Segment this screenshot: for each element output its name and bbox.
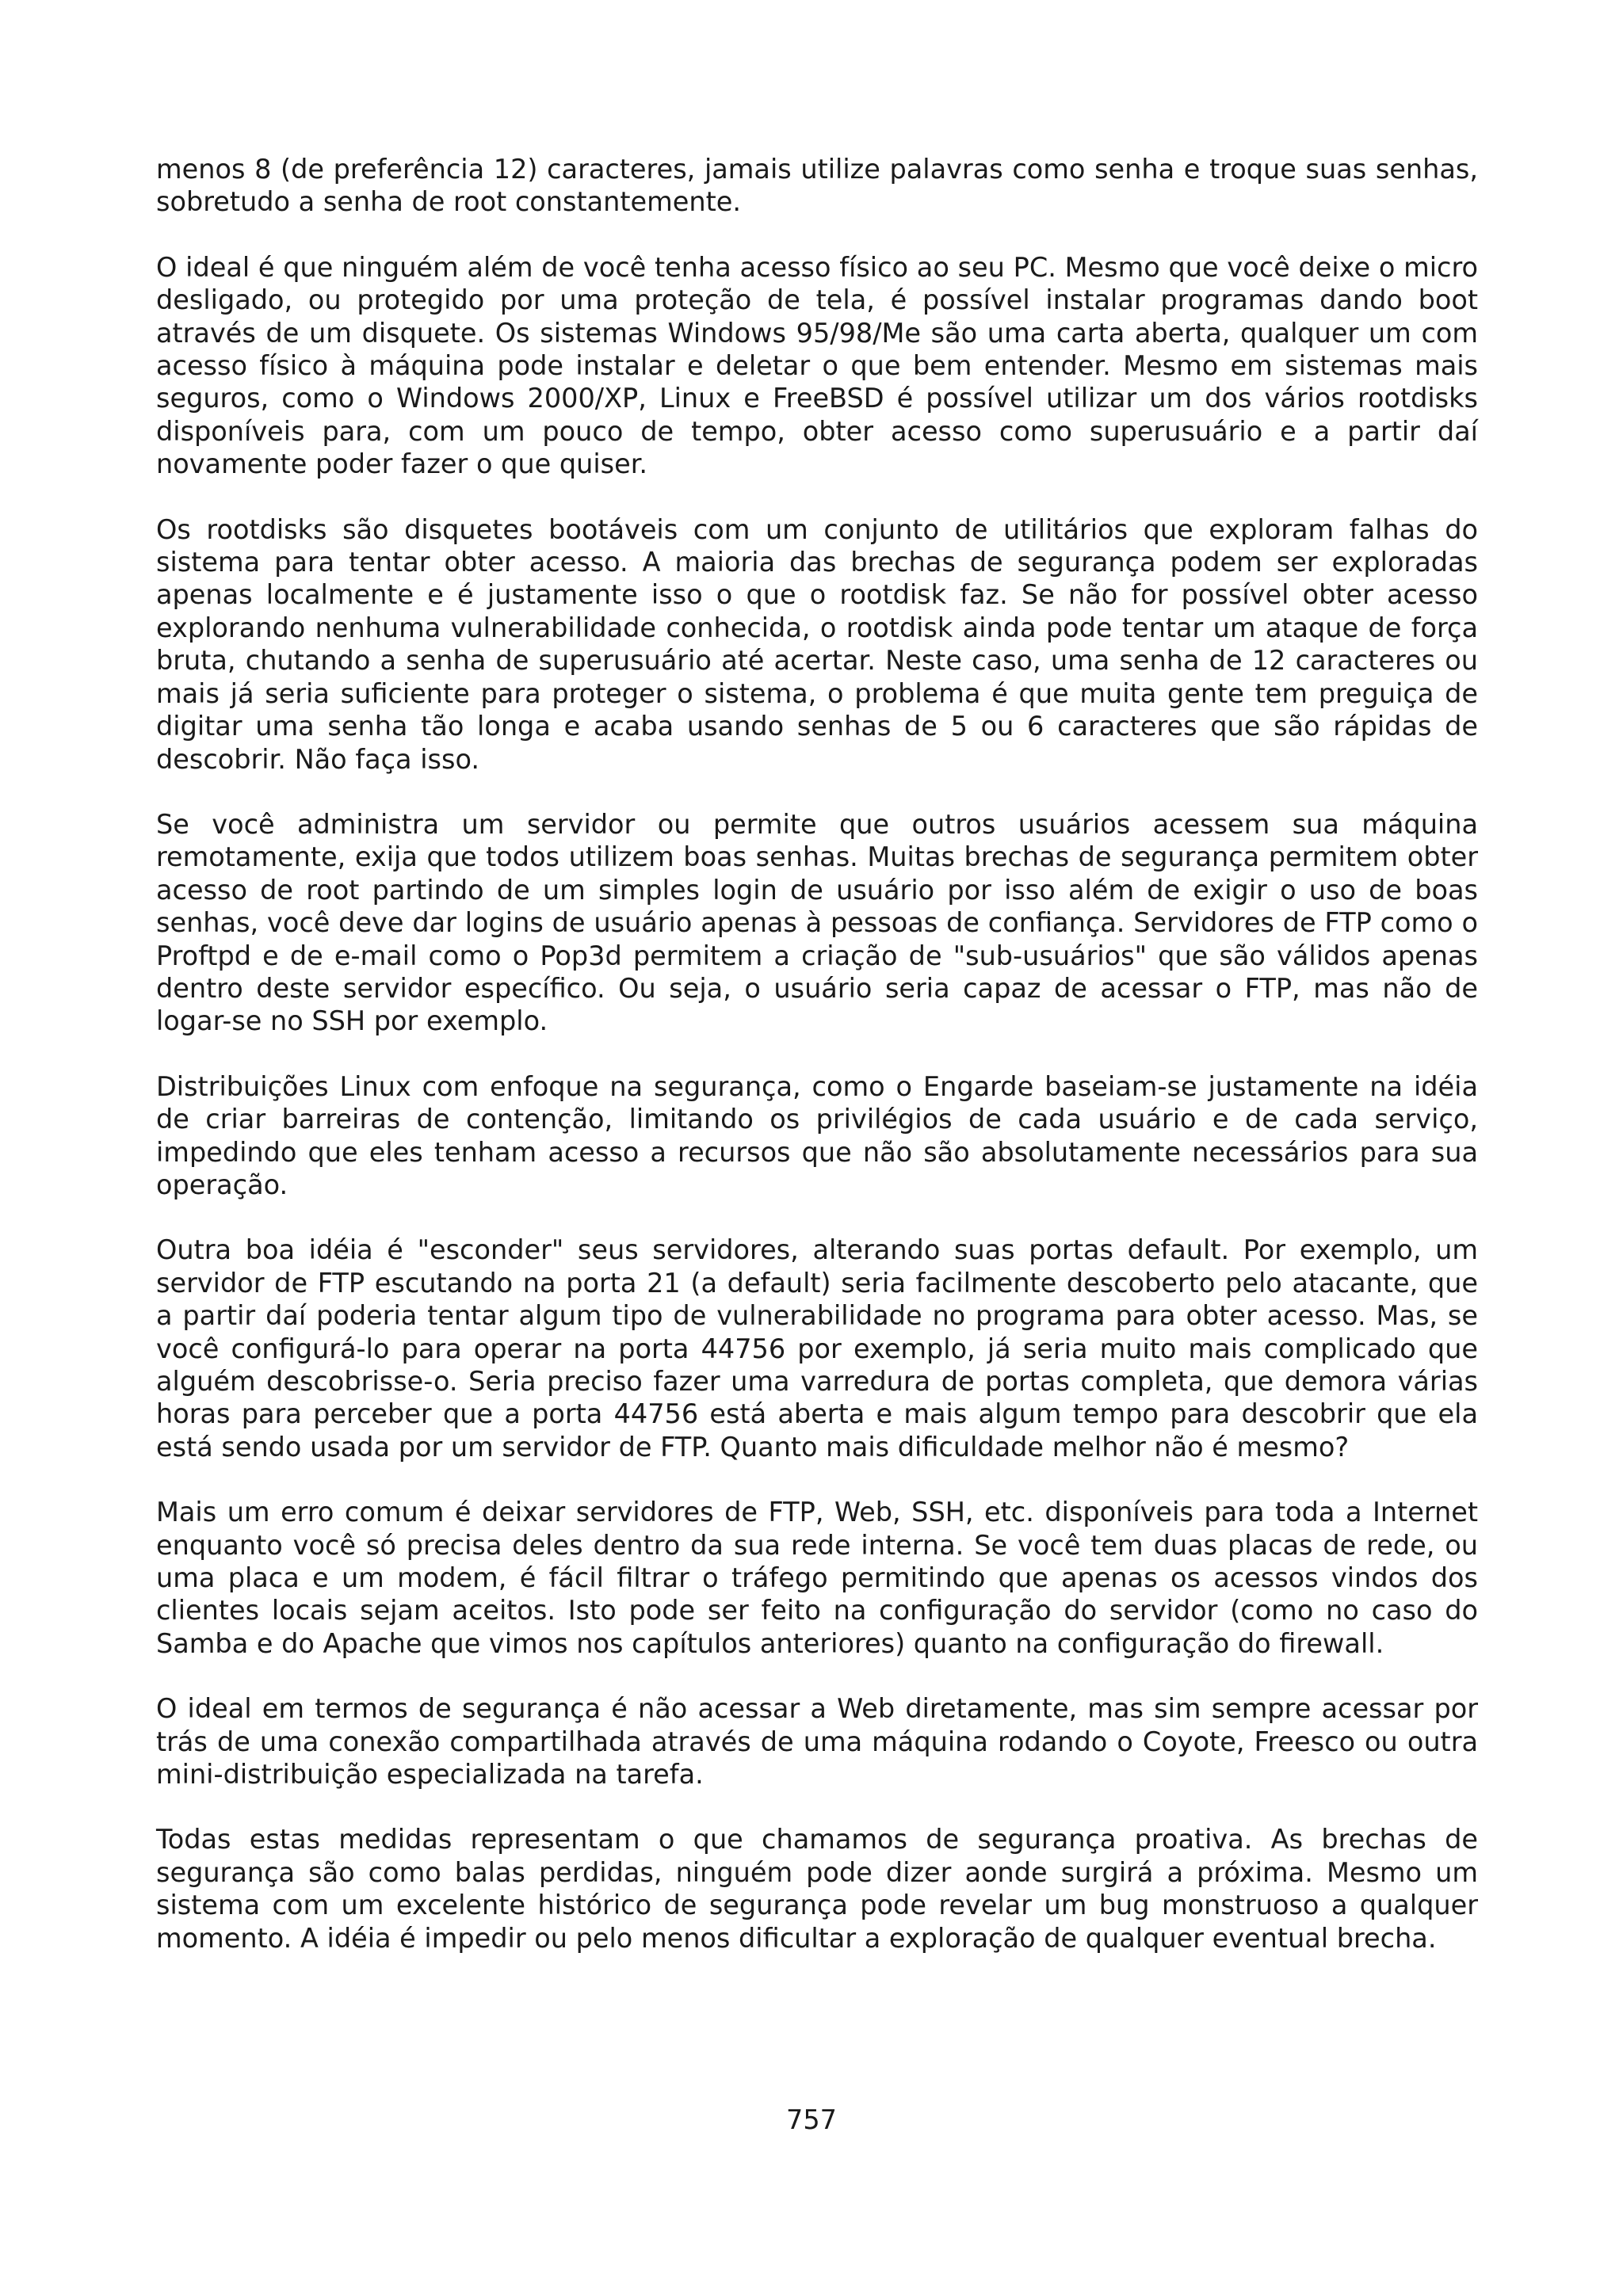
page-number: 757	[786, 2104, 837, 2135]
paragraph: Os rootdisks são disquetes bootáveis com um conjunto de utilitários que exploram falhas do sistema para tentar obter acesso. A maioria das brechas de segurança podem ser exploradas apenas localmente e é justamente isso o que o rootdisk faz. Se não for possível obter acesso explorando nenhuma vulnerabilidade conhecida, o rootdisk ainda pode tentar um ataque de força bruta, chutando a senha de superusuário até acertar. Neste caso, uma senha de 12 caracteres ou mais já seria suficiente para proteger o sistema, o problema é que muita gente tem preguiça de digitar uma senha tão longa e acaba usando senhas de 5 ou 6 caracteres que são rápidas de descobrir. Não faça isso.	[156, 513, 1478, 775]
paragraph: Outra boa idéia é "esconder" seus servidores, alterando suas portas default. Por exemplo, um servidor de FTP escutando na porta 21 (a default) seria facilmente descoberto pelo atacante, que a partir daí poderia tentar algum tipo de vulnerabilidade no programa para obter acesso. Mas, se você configurá-lo para operar na porta 44756 por exemplo, já seria muito mais complicado que alguém descobrisse-o. Seria preciso fazer uma varredura de portas completa, que demora várias horas para perceber que a porta 44756 está aberta e mais algum tempo para descobrir que ela está sendo usada por um servidor de FTP. Quanto mais dificuldade melhor não é mesmo?	[156, 1234, 1478, 1463]
paragraph: Todas estas medidas representam o que chamamos de segurança proativa. As brechas de segurança são como balas perdidas, ninguém pode dizer aonde surgirá a próxima. Mesmo um sistema com um excelente histórico de segurança pode revelar um bug monstruoso a qualquer momento. A idéia é impedir ou pelo menos dificultar a exploração de qualquer eventual brecha.	[156, 1824, 1478, 1954]
paragraph: menos 8 (de preferência 12) caracteres, jamais utilize palavras como senha e troque suas senhas, sobretudo a senha de root constantemente.	[156, 154, 1478, 218]
paragraph: Distribuições Linux com enfoque na segurança, como o Engarde baseiam-se justamente na idéia de criar barreiras de contenção, limitando os privilégios de cada usuário e de cada serviço, impedindo que eles tenham acesso a recursos que não são absolutamente necessários para sua operação.	[156, 1070, 1478, 1200]
paragraph: O ideal em termos de segurança é não acessar a Web diretamente, mas sim sempre acessar por trás de uma conexão compartilhada através de uma máquina rodando o Coyote, Freesco ou outra mini-distribuição especializada na tarefa.	[156, 1693, 1478, 1791]
paragraph: O ideal é que ninguém além de você tenha acesso físico ao seu PC. Mesmo que você deixe o micro desligado, ou protegido por uma proteção de tela, é possível instalar programas dando boot através de um disquete. Os sistemas Windows 95/98/Me são uma carta aberta, qualquer um com acesso físico à máquina pode instalar e deletar o que bem entender. Mesmo em sistemas mais seguros, como o Windows 2000/XP, Linux e FreeBSD é possível utilizar um dos vários rootdisks disponíveis para, com um pouco de tempo, obter acesso como superusuário e a partir daí novamente poder fazer o que quiser.	[156, 251, 1478, 480]
paragraph: Mais um erro comum é deixar servidores de FTP, Web, SSH, etc. disponíveis para toda a Internet enquanto você só precisa deles dentro da sua rede interna. Se você tem duas placas de rede, ou uma placa e um modem, é fácil filtrar o tráfego permitindo que apenas os acessos vindos dos clientes locais sejam aceitos. Isto pode ser feito na configuração do servidor (como no caso do Samba e do Apache que vimos nos capítulos anteriores) quanto na configuração do firewall.	[156, 1497, 1478, 1659]
document-body	[156, 153, 1478, 1987]
paragraph: Se você administra um servidor ou permite que outros usuários acessem sua máquina remotamente, exija que todos utilizem boas senhas. Muitas brechas de segurança permitem obter acesso de root partindo de um simples login de usuário por isso além de exigir o uso de boas senhas, você deve dar logins de usuário apenas à pessoas de confiança. Servidores de FTP como o Proftpd e de e-mail como o Pop3d permitem a criação de "sub-usuários" que são válidos apenas dentro deste servidor específico. Ou seja, o usuário seria capaz de acessar o FTP, mas não de logar-se no SSH por exemplo.	[156, 808, 1478, 1037]
